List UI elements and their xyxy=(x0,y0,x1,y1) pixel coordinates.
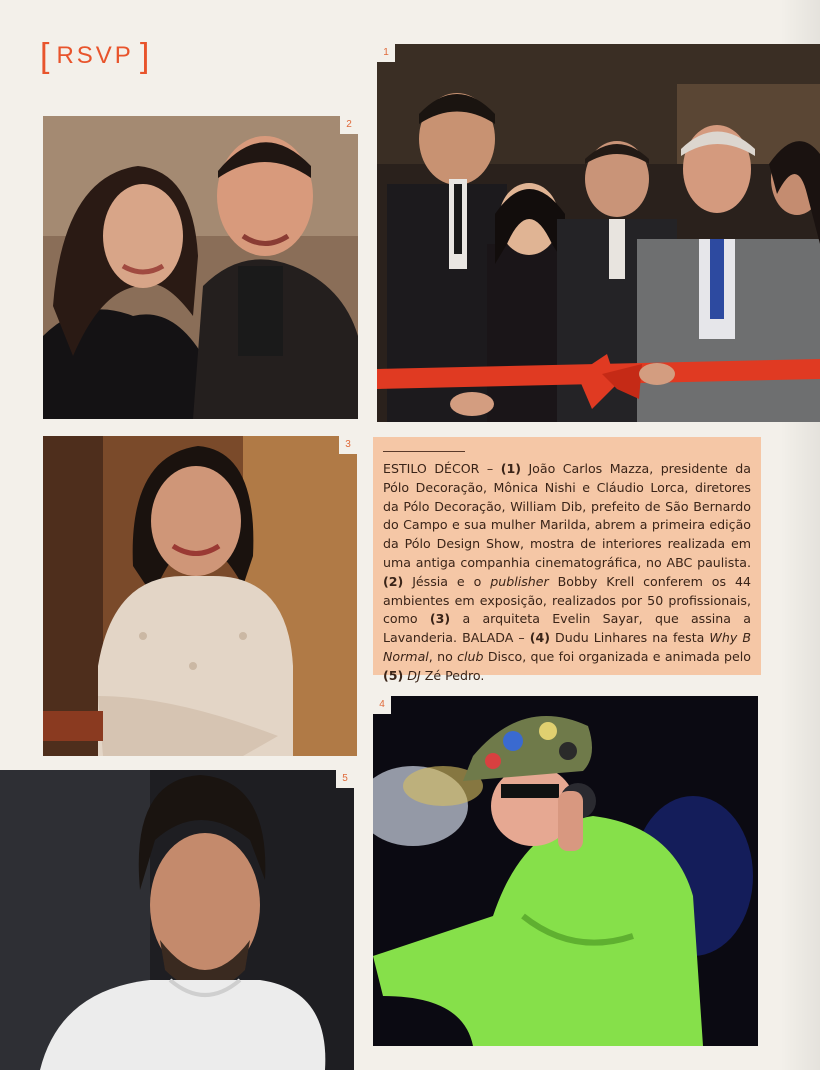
caption-text: ESTILO DÉCOR – (1) João Carlos Mazza, presidente da Pólo Decoração, Mônica Nishi e Cláudio Lorca, diretores da Pólo Decoração, William Dib, prefeito de São Bernardo do Campo e sua mulher Marilda, abrem a primeira edição da Pólo Design Show, mostra de interiores realizada em uma antiga companhia cinematográfica, no ABC paulista. (2) Jéssia e o publisher Bobby Krell conferem os 44 ambientes em exposição, realizados por 50 profissionais, como (3) a arquiteta Evelin Sayar, que assina a Lavanderia. BALADA – (4) Dudu Linhares na festa Why B Normal, no club Disco, que foi organizada e animada pelo (5) DJ Zé Pedro. xyxy=(383,461,751,683)
photo-2-couple xyxy=(43,116,358,419)
caption-box xyxy=(373,437,761,683)
right-bracket: ] xyxy=(139,37,151,75)
photo-2-number: 2 xyxy=(340,116,358,134)
section-title: RSVP xyxy=(56,42,134,69)
caption-rule xyxy=(383,451,465,452)
photo-4-number: 4 xyxy=(373,696,391,714)
photo-1-number: 1 xyxy=(377,44,395,62)
photo-3-number: 3 xyxy=(339,436,357,454)
photo-3-woman-lace-dress xyxy=(43,436,357,756)
photo-4-dj xyxy=(373,696,758,1046)
left-bracket: [ xyxy=(40,37,51,75)
photo-5-number: 5 xyxy=(336,770,354,788)
photo-1-ribbon-cutting xyxy=(377,44,820,422)
photo-5-young-man xyxy=(0,770,354,1070)
section-header xyxy=(40,36,150,76)
